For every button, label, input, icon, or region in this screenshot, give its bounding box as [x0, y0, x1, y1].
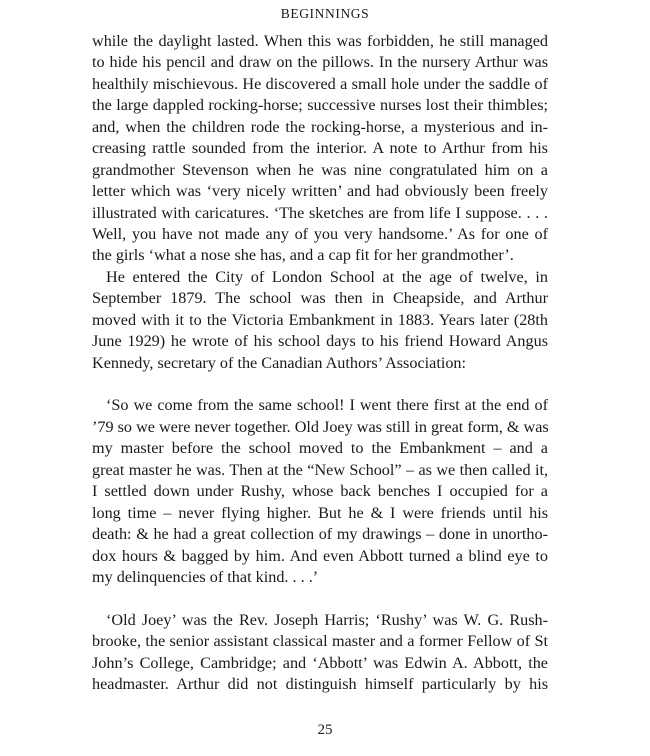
text-line: death: & he had a great collection of my drawings – done in unortho-: [92, 525, 548, 544]
text-line: the girls ‘what a nose she has, and a cap fit for her grandmother’.: [92, 246, 514, 265]
text-line: healthily mischievous. He discovered a small hole under the saddle of: [92, 74, 548, 93]
text-line: illustrated with caricatures. ‘The sketches are from life I suppose. . . .: [92, 203, 548, 222]
text-line: headmaster. Arthur did not distinguish himself particularly by his: [92, 675, 548, 694]
text-line: brooke, the senior assistant classical master and a former Fellow of St: [92, 632, 548, 651]
text-line: He entered the City of London School at the age of twelve, in: [106, 267, 548, 286]
text-line: June 1929) he wrote of his school days to his friend Howard Angus: [92, 332, 548, 351]
text-line: to hide his pencil and draw on the pillows. In the nursery Arthur was: [92, 53, 548, 72]
text-line: long time – never flying higher. But he & I were friends until his: [92, 503, 548, 522]
page-number: 25: [317, 722, 333, 738]
block-quotation: [92, 395, 548, 588]
text-line: grandmother Stevenson when he was nine congratulated him on a: [92, 160, 548, 179]
text-line: my master before the school moved to the Embankment – and a: [92, 439, 548, 458]
text-line: great master he was. Then at the “New School” – as we then called it,: [92, 460, 548, 479]
text-line: I settled down under Rushy, whose back benches I occupied for a: [92, 482, 548, 501]
text-line: my delinquencies of that kind. . . .’: [92, 567, 319, 586]
paragraph-1: [92, 31, 548, 267]
text-line: ’79 so we were never together. Old Joey was still in great form, & was: [92, 417, 549, 436]
running-head: BEGINNINGS: [280, 6, 370, 21]
text-line: Well, you have not made any of you very handsome.’ As for one of: [92, 224, 548, 243]
paragraph-2: [92, 267, 548, 374]
text-line: creasing rattle sounded from the interior. A note to Arthur from his: [92, 139, 548, 158]
text-line: September 1879. The school was then in Cheapside, and Arthur: [92, 289, 548, 308]
spacer: [92, 374, 548, 395]
text-line: Kennedy, secretary of the Canadian Authors’ Association:: [92, 353, 467, 372]
text-line: moved with it to the Victoria Embankment in 1883. Years later (28th: [92, 310, 548, 329]
text-line: while the daylight lasted. When this was forbidden, he still managed: [92, 32, 548, 50]
text-line: dox hours & bagged by him. And even Abbott turned a blind eye to: [92, 546, 548, 565]
paragraph-3: [92, 610, 548, 696]
text-line: ‘So we come from the same school! I went there first at the end of: [106, 396, 548, 415]
text-line: the large dappled rocking-horse; successive nurses lost their thimbles;: [92, 96, 548, 115]
text-line: ‘Old Joey’ was the Rev. Joseph Harris; ‘Rushy’ was W. G. Rush-: [106, 610, 548, 629]
text-line: John’s College, Cambridge; and ‘Abbott’ was Edwin A. Abbott, the: [92, 653, 548, 672]
body-text: [92, 31, 548, 696]
text-line: letter which was ‘very nicely written’ and had obviously been freely: [92, 182, 548, 201]
text-line: and, when the children rode the rocking-horse, a mysterious and in-: [92, 117, 548, 136]
spacer: [92, 588, 548, 609]
